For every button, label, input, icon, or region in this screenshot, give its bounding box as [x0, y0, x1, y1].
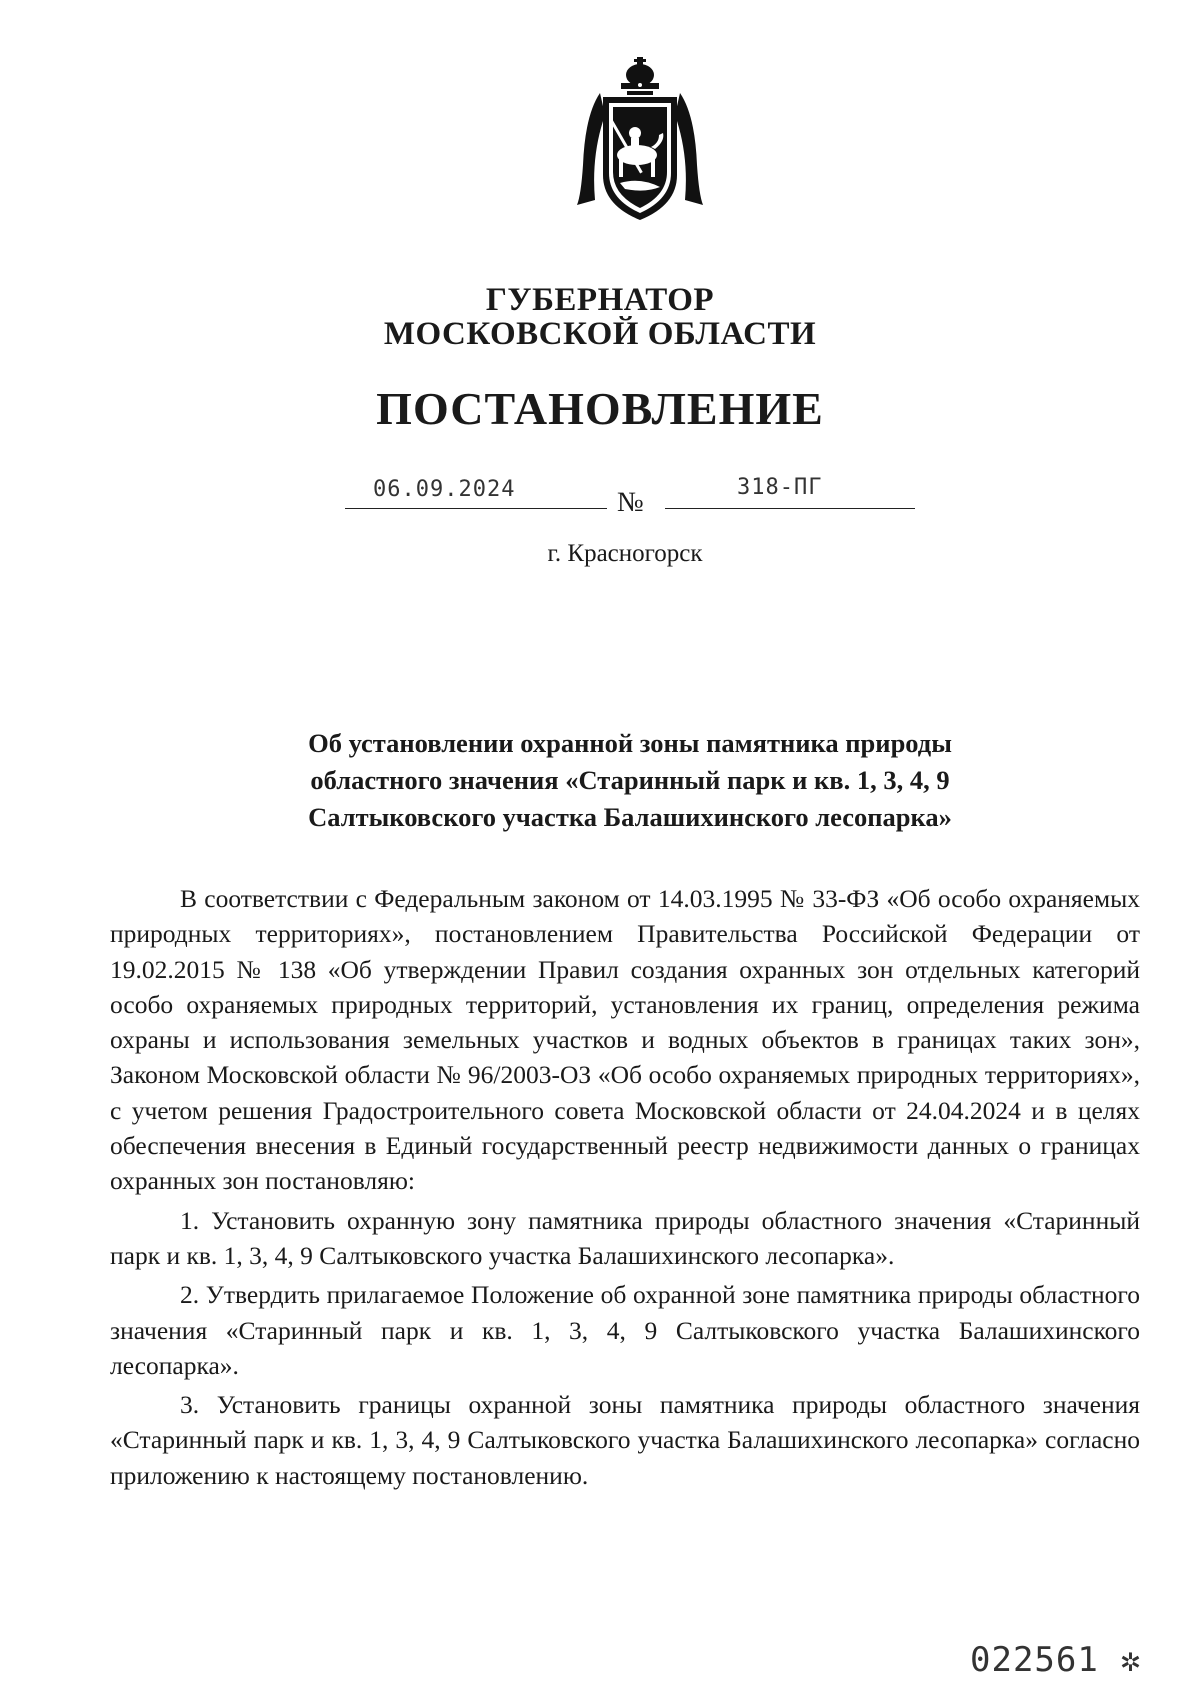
subject-line-2: областного значения «Старинный парк и кв. 1, 3, 4, 9 — [310, 765, 950, 795]
city-name: г. Красногорск — [547, 540, 703, 567]
clause-1: 1. Установить охранную зону памятника природы областного значения «Старинный парк и кв. 1, 3, 4, 9 Салтыковского участка Балашихинского лесопарка». — [110, 1205, 1140, 1270]
subject-line-1: Об установлении охранной зоны памятника природы — [308, 728, 952, 758]
document-number: 318-ПГ — [737, 475, 823, 500]
date-underline — [345, 508, 607, 509]
preamble-paragraph: В соответствии с Федеральным законом от 14.03.1995 № 33-ФЗ «Об особо охраняемых природных территориях», постановлением Правительства Российской Федерации от 19.02.2015 № 138 «Об утверждении Правил создания охранных зон отдельных категорий особо охраняемых природных территорий, установления их границ, определения режима охраны и использования земельных участков и водных объектов в границах таких зон», Законом Московской области № 96/2003-ОЗ «Об особо охраняемых природных территориях», с учетом решения Градостроительного совета Московской области от 24.04.2024 и в целях обеспечения внесения в Единый государственный реестр недвижимости данных о границах охранных зон постановляю: — [110, 884, 1140, 1196]
body-text — [110, 881, 1140, 1493]
clause-2: 2. Утвердить прилагаемое Положение об охранной зоне памятника природы областного значения «Старинный парк и кв. 1, 3, 4, 9 Салтыковского участка Балашихинского лесопарка». — [110, 1280, 1140, 1380]
authority-line-1: ГУБЕРНАТОР — [485, 282, 715, 318]
number-sign: № — [617, 487, 644, 518]
serial-number — [970, 1640, 1142, 1680]
number-underline — [665, 508, 915, 509]
serial-star-mark: ✲ — [1120, 1640, 1142, 1680]
document-type-title: ПОСТАНОВЛЕНИЕ — [376, 383, 824, 434]
serial-number-value: 022561 — [970, 1640, 1099, 1680]
coat-of-arms-icon — [565, 55, 715, 230]
authority-line-2: МОСКОВСКОЙ ОБЛАСТИ — [383, 316, 817, 352]
document-date: 06.09.2024 — [373, 477, 516, 502]
subject-line-3: Салтыковского участка Балашихинского лесопарка» — [308, 802, 952, 832]
clause-3: 3. Установить границы охранной зоны памятника природы областного значения «Старинный парк и кв. 1, 3, 4, 9 Салтыковского участка Балашихинского лесопарка» согласно приложению к настоящему постановлению. — [110, 1390, 1140, 1490]
